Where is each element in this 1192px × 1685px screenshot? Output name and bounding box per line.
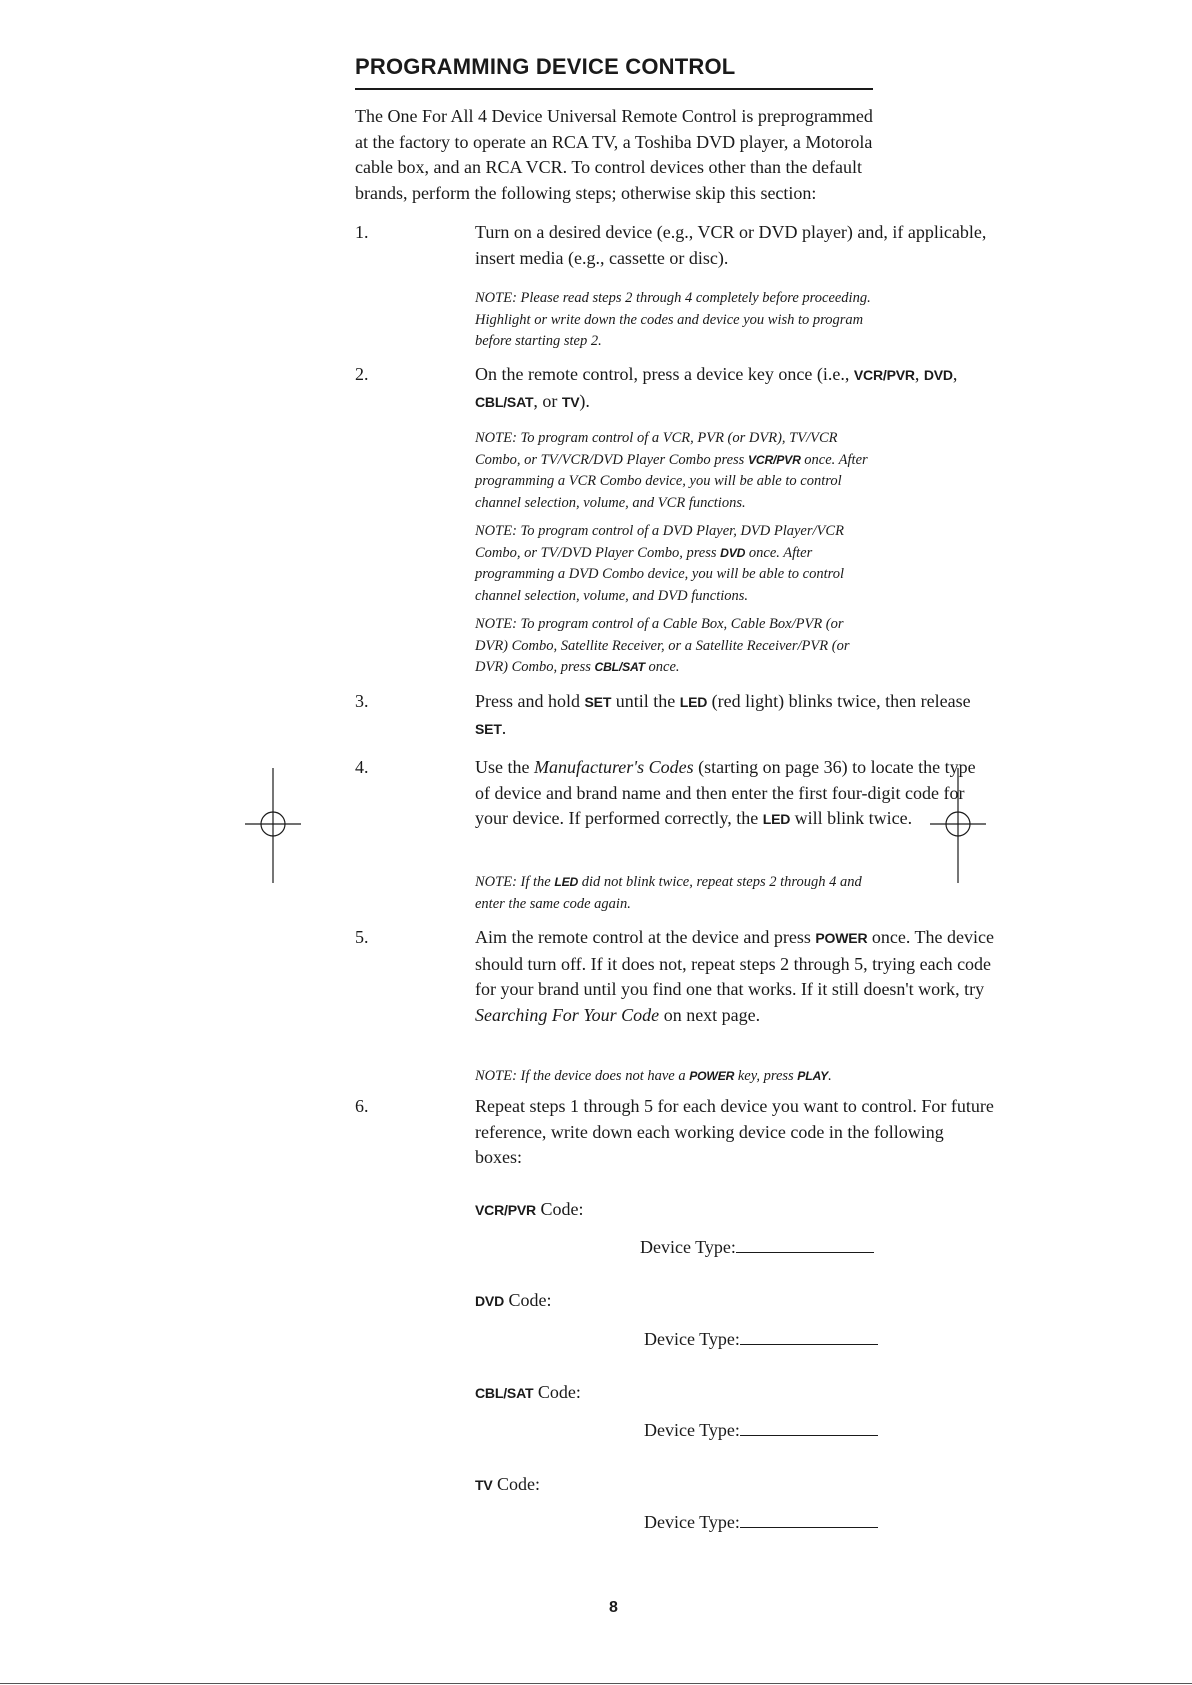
step-number: 4. <box>355 757 369 777</box>
note-step-1: NOTE: Please read steps 2 through 4 completely before proceeding. Highlight or write down the codes and device you wish to program before starting step 2. <box>475 290 871 350</box>
step-text: Turn on a desired device (e.g., VCR or DVD player) and, if applicable, insert media (e.g., cassette or disc). <box>475 222 987 268</box>
step-number: 6. <box>355 1096 369 1116</box>
note-step-5: NOTE: If the device does not have a POWER key, press PLAY. <box>475 1068 832 1084</box>
device-type-field-vcr-pvr[interactable]: Device Type: <box>640 1236 874 1258</box>
title-rule <box>355 88 873 90</box>
step-number: 1. <box>355 222 369 242</box>
page-number: 8 <box>609 1599 618 1616</box>
device-type-field-dvd[interactable]: Device Type: <box>644 1328 878 1350</box>
step-text: On the remote control, press a device key once (i.e., VCR/PVR, DVD, CBL/SAT, or TV). <box>475 364 958 411</box>
note-step-2-cbl: NOTE: To program control of a Cable Box, Cable Box/PVR (or DVR) Combo, Satellite Receiver, or a Satellite Receiver/PVR (or DVR) Combo, press CBL/SAT once. <box>475 616 850 676</box>
page-title: PROGRAMMING DEVICE CONTROL <box>355 54 736 79</box>
code-label-cbl-sat: CBL/SAT Code: <box>475 1382 581 1402</box>
note-step-4: NOTE: If the LED did not blink twice, repeat steps 2 through 4 and enter the same code again. <box>475 874 862 912</box>
step-text: Repeat steps 1 through 5 for each device you want to control. For future reference, write down each working device code in the following boxes: <box>475 1096 994 1167</box>
note-step-2-dvd: NOTE: To program control of a DVD Player, DVD Player/VCR Combo, or TV/DVD Player Combo, press DVD once. After programming a DVD Combo device, you will be able to control channel selection, volume, and DVD functions. <box>475 523 845 605</box>
step-text: Press and hold SET until the LED (red light) blinks twice, then release SET. <box>475 691 971 738</box>
code-label-vcr-pvr: VCR/PVR Code: <box>475 1199 584 1219</box>
page-edge <box>0 1683 1192 1684</box>
note-step-2-vcr: NOTE: To program control of a VCR, PVR (or DVR), TV/VCR Combo, or TV/VCR/DVD Player Combo press VCR/PVR once. After programming a VCR Combo device, you will be able to control channel selection, volume, and VCR functions. <box>475 430 868 512</box>
code-label-dvd: DVD Code: <box>475 1290 552 1310</box>
code-label-tv: TV Code: <box>475 1474 541 1494</box>
device-type-field-tv[interactable]: Device Type: <box>644 1511 878 1533</box>
step-number: 3. <box>355 691 369 711</box>
key-dvd: DVD <box>923 367 953 383</box>
step-text: Aim the remote control at the device and press POWER once. The device should turn off. If it does not, repeat steps 2 through 5, trying each code for your brand until you find one that works. If it still doesn't work, try Searching For Your Code on next page. <box>475 927 995 1025</box>
registration-mark-left-icon <box>245 768 301 883</box>
intro-paragraph: The One For All 4 Device Universal Remote Control is preprogrammed at the factory to operate an RCA TV, a Toshiba DVD player, a Motorola cable box, and an RCA VCR. To control devices other than the default brands, perform the following steps; otherwise skip this section: <box>355 106 873 203</box>
key-tv: TV <box>561 393 580 410</box>
device-type-field-cbl-sat[interactable]: Device Type: <box>644 1419 878 1441</box>
key-cbl-sat: CBL/SAT <box>475 393 534 410</box>
step-text: Use the Manufacturer's Codes (starting on page 36) to locate the type of device and brand name and then enter the first four-digit code for your device. If performed correctly, the LED will blink twice. <box>475 757 976 828</box>
step-number: 2. <box>355 364 369 384</box>
key-vcr-pvr: VCR/PVR <box>853 367 915 383</box>
step-number: 5. <box>355 927 369 947</box>
